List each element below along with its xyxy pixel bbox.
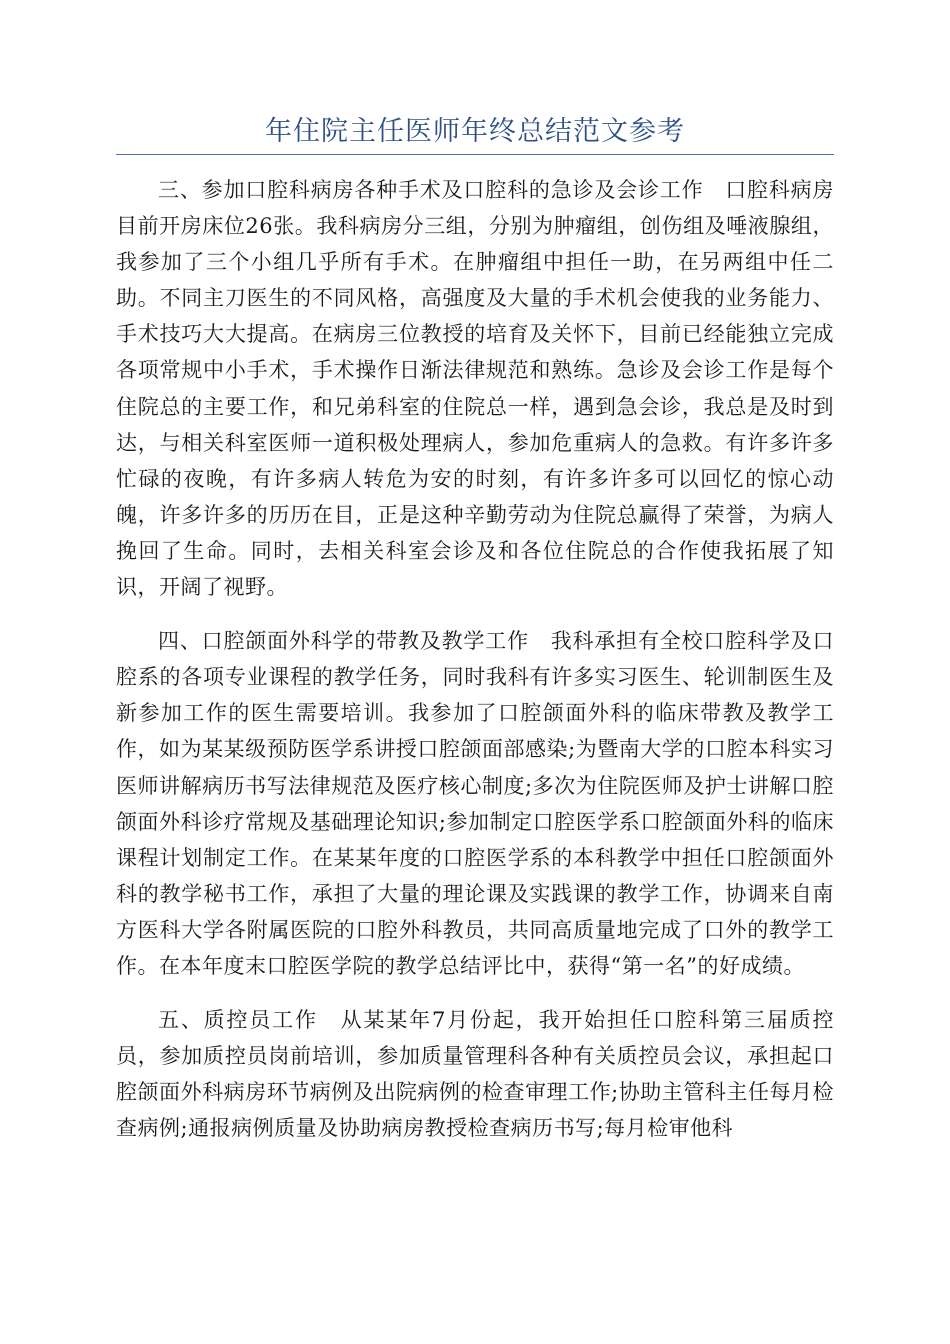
paragraph-surgery-emergency: 三、参加口腔科病房各种手术及口腔科的急诊及会诊工作 口腔科病房目前开房床位26张。我科病房分三组，分别为肿瘤组，创伤组及唾液腺组，我参加了三个小组几乎所有手术。在肿瘤组中担任一助，在另两组中任二助。不同主刀医生的不同风格，高强度及大量的手术机会使我的业务能力、手术技巧大大提高。在病房三位教授的培育及关怀下，目前已经能独立完成各项常规中小手术，手术操作日渐法律规范和熟练。急诊及会诊工作是每个住院总的主要工作，和兄弟科室的住院总一样，遇到急会诊，我总是及时到达，与相关科室医师一道积极处理病人，参加危重病人的急救。有许多许多忙碌的夜晚，有许多病人转危为安的时刻，有许多许多可以回忆的惊心动魄，许多许多的历历在目，正是这种辛勤劳动为住院总赢得了荣誉，为病人挽回了生命。同时，去相关科室会诊及和各位住院总的合作使我拓展了知识，开阔了视野。 [116, 178, 834, 600]
document-title: 年住院主任医师年终总结范文参考 [265, 116, 685, 147]
paragraph-teaching: 四、口腔颌面外科学的带教及教学工作 我科承担有全校口腔科学及口腔系的各项专业课程的教学任务，同时我科有许多实习医生、轮训制医生及新参加工作的医生需要培训。我参加了口腔颌面外科的临床带教及教学工作，如为某某级预防医学系讲授口腔颌面部感染;为暨南大学的口腔本科实习医师讲解病历书写法律规范及医疗核心制度;多次为住院医师及护士讲解口腔颌面外科诊疗常规及基础理论知识;参加制定口腔医学系口腔颌面外科的临床课程计划制定工作。在某某年度的口腔医学系的本科教学中担任口腔颌面外科的教学秘书工作，承担了大量的理论课及实践课的教学工作，协调来自南方医科大学各附属医院的口腔外科教员，共同高质量地完成了口外的教学工作。在本年度末口腔医学院的教学总结评比中，获得“第一名”的好成绩。 [116, 629, 834, 978]
document-body [116, 172, 834, 1164]
paragraph-quality-control: 五、质控员工作 从某某年7月份起，我开始担任口腔科第三届质控员，参加质控员岗前培训，参加质量管理科各种有关质控员会议，承担起口腔颌面外科病房环节病例及出院病例的检查审理工作;协助主管科主任每月检查病例;通报病例质量及协助病房教授检查病历书写;每月检审他科 [116, 1008, 834, 1141]
title-underline [116, 154, 834, 155]
